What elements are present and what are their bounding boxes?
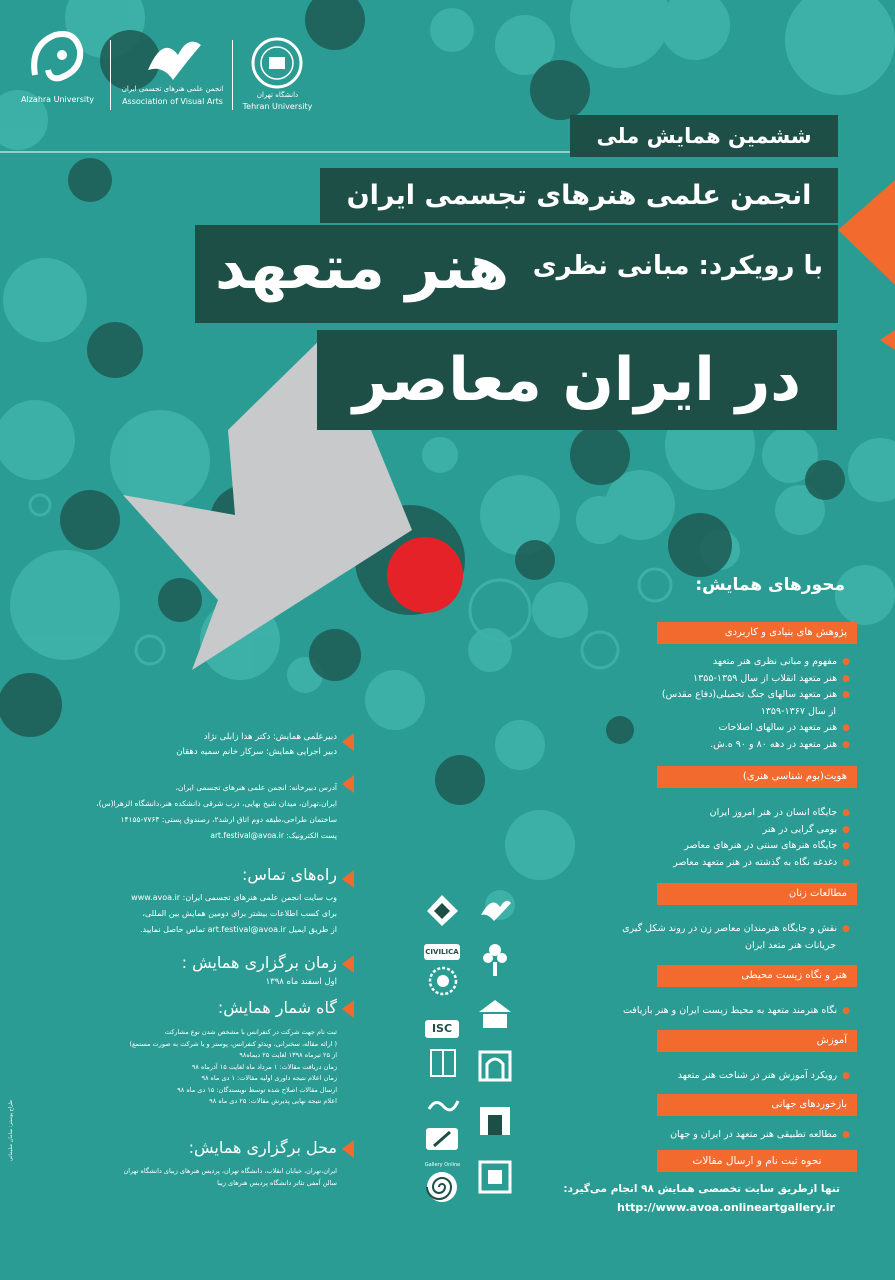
sponsor-building-icon [478, 998, 513, 1030]
axis-list-identity [640, 805, 850, 871]
list-item: ● هنر متعهد انقلاب از سال ۱۳۵۹-۱۳۵۵ [640, 671, 850, 688]
list-item: ● مفهوم و مبانی نظری هنر متعهد [640, 654, 850, 671]
venue-line-2: سالن آمفی تئاتر دانشگاه پردیس هنرهای زیبا [217, 1179, 337, 1187]
list-item: ● هنر متعهد سالهای جنگ تحمیلی(دفاع مقدس) [640, 687, 850, 704]
address-marker-icon [342, 775, 354, 793]
list-item: ● جایگاه انسان در هنر امروز ایران [640, 805, 850, 822]
list-item: ● رویکرد آموزش هنر در شناخت هنر متعهد [600, 1068, 850, 1085]
list-item: از سال ۱۳۶۷-۱۳۵۹ [760, 705, 836, 717]
timeline-item: از ۲۵ تیرماه ۱۳۹۸ لغایت ۲۵ دیماه۹۸ [239, 1051, 337, 1059]
sponsor-gate-icon [478, 1050, 512, 1082]
sponsor-emblem-icon [425, 893, 460, 928]
time-block [40, 953, 337, 990]
venue-marker-icon [342, 1140, 354, 1158]
axis-bar-global: بازخوردهای جهانی [657, 1094, 857, 1116]
axis-list-women [600, 921, 850, 954]
venue-block [40, 1138, 337, 1189]
list-item: جریانات هنر متعد ایران [745, 939, 836, 951]
list-item: ● دغدغه نگاه به گذشته در هنر متعهد معاصر [640, 855, 850, 872]
secretary-executive: دبیر اجرایی همایش: سرکار خانم سمیه دهقان [176, 747, 337, 757]
secretary-marker-icon [342, 733, 354, 751]
list-item: ● هنر متعهد در سالهای اصلاحات [640, 720, 850, 737]
title-approach: با رویکرد: مبانی نظری [532, 251, 823, 281]
axis-bar-education: آموزش [657, 1030, 857, 1052]
contact-website[interactable]: وب سایت انجمن علمی هنرهای تجسمی ایران: www.avoa.ir [131, 893, 337, 902]
venue-heading: محل برگزاری همایش: [188, 1138, 337, 1157]
secretary-scientific: دبیرعلمی همایش: دکتر هدا زابلی نژاد [203, 732, 337, 742]
axis-bar-environment: هنر و نگاه زیست محیطی [657, 965, 857, 987]
timeline-item: ارسال مقالات اصلاح شده توسط نویسندگان: ۱۵ دی ماه ۹۸ [177, 1085, 337, 1094]
tehran-name-en: Tehran University [242, 102, 313, 111]
sponsor-medallion-icon [428, 966, 458, 996]
time-marker-icon [342, 955, 354, 973]
title-line1: ششمین همایش ملی [570, 115, 838, 157]
contact-block [40, 865, 337, 938]
sponsor-book-icon [428, 1045, 458, 1080]
address-line-2: ساختمان طراحی،طبقه دوم اتاق ارشد۲، رصندوق پستی: ۷۷۶۴-۱۴۱۵۵ [120, 815, 337, 824]
list-item: ● بومی گرایی در هنر [640, 822, 850, 839]
sponsor-script-icon [426, 1095, 461, 1115]
list-item: ● جایگاه هنرهای سنتی در هنرهای معاصر [640, 838, 850, 855]
timeline-block [40, 998, 337, 1108]
list-item: ● هنر متعهد در دهه ۸۰ و ۹۰ ه.ش. [640, 737, 850, 754]
ava-logo [115, 15, 230, 115]
axis-bar-research: پژوهش های بنیادی و کاربردی [657, 622, 857, 644]
contact-marker-icon [342, 870, 354, 888]
alzahra-emblem-icon [20, 20, 90, 90]
sponsor-isc: ISC [425, 1020, 459, 1038]
title-committed-art: هنر متعهد [215, 233, 510, 303]
time-heading: زمان برگزاری همایش : [181, 953, 337, 972]
alzahra-logo [10, 15, 105, 115]
axis-list-research [640, 654, 850, 753]
axis-list-global [600, 1127, 850, 1144]
tehran-seal-icon [251, 37, 303, 89]
registration-url[interactable]: http://www.avoa.onlineartgallery.ir [617, 1201, 835, 1214]
ava-bird-icon [143, 30, 203, 85]
tehran-name-fa: دانشگاه تهران [256, 91, 299, 99]
list-item: ● نقش و جایگاه هنرمندان معاصر زن در روند شکل گیری [600, 921, 850, 938]
axes-heading: محورهای همایش: [695, 575, 845, 595]
title-line3 [195, 225, 838, 323]
timeline-list [40, 1027, 337, 1108]
sponsor-arch-icon [478, 1105, 512, 1137]
title-line4: در ایران معاصر [317, 330, 837, 430]
address-line-1: ایران،تهران، میدان شیخ بهایی، درب شرقی دانشکده هنر،دانشگاه الزهرا(س)، [96, 799, 337, 808]
ava-name-en: Association of Visual Arts [122, 97, 223, 106]
contact-email[interactable]: از طریق ایمیل art.festival@avoa.ir تماس حاصل نمایید. [139, 925, 337, 934]
axis-list-education [600, 1068, 850, 1085]
timeline-item: زمان اعلام نتیجه داوری اولیه مقالات: ۱ دی ماه ۹۸ [201, 1074, 337, 1082]
axis-bar-identity: هویت(بوم شناسی هنری) [657, 766, 857, 788]
email-line[interactable]: پست الکترونیک: art.festival@avoa.ir [210, 831, 337, 840]
sponsor-gallery-online: Gallery Online [424, 1162, 461, 1168]
address-title: آدرس دبیرخانه: انجمن علمی هنرهای تجسمی ایران، [175, 783, 337, 792]
timeline-heading: گاه شمار همایش: [217, 998, 337, 1017]
sponsor-bird-icon [478, 893, 513, 923]
sponsor-flower-icon [480, 940, 510, 980]
registration-bar: نحوه ثبت نام و ارسال مقالات [657, 1150, 857, 1172]
timeline-item: ثبت نام جهت شرکت در کنفرانس با مشخص شدن نوع مشارکت [164, 1028, 337, 1036]
sponsor-square-icon [478, 1160, 512, 1194]
timeline-item: زمان دریافت مقالات: ۱ مرداد ماه لغایت ۱۵ آذرماه ۹۸ [191, 1062, 337, 1071]
venue-line-1: ایران،تهران، خیابان انقلاب، دانشگاه تهران، پردیس هنرهای زیبای دانشگاه تهران [123, 1167, 337, 1175]
timeline-item: ( ارائه مقاله، سخنرانی، ویدئو کنفرانس، پوستر و یا شرکت به صورت مستمع) [129, 1039, 337, 1048]
contact-info: برای کسب اطلاعات بیشتر برای دومین همایش بین المللی، [142, 909, 337, 918]
timeline-item: اعلام نتیجه نهایی پذیرش مقالات: ۲۵ دی ماه ۹۸ [209, 1097, 337, 1105]
axis-bar-women: مطالعات زنان [657, 883, 857, 905]
title-line2: انجمن علمی هنرهای تجسمی ایران [320, 168, 838, 223]
contact-heading: راه‌های تماس: [242, 865, 337, 884]
alzahra-name-en: Alzahra University [21, 95, 94, 104]
poster-credit: طراح پوستر: سامان سلیمانی [8, 1100, 14, 1162]
list-item: ● مطالعه تطبیقی هنر متعهد در ایران و جهان [600, 1127, 850, 1144]
sponsor-pen-icon [426, 1128, 458, 1150]
time-value: اول اسفند ماه ۱۳۹۸ [265, 977, 337, 987]
registration-text: تنها ازطریق سایت تخصصی همایش ۹۸ انجام می‌گیرد: [563, 1183, 840, 1195]
address-block [40, 780, 337, 844]
axis-list-environment [580, 1003, 850, 1020]
sponsor-civilica: CIVILICA [424, 944, 460, 960]
ava-name-fa: انجمن علمی هنرهای تجسمی ایران [121, 85, 224, 93]
list-item: ● نگاه هنرمند متعهد به محیط زیست ایران و هنر بازیافت [580, 1003, 850, 1020]
header-logos [10, 15, 313, 115]
timeline-marker-icon [342, 1000, 354, 1018]
sponsor-white-box [426, 1128, 458, 1150]
tehran-logo [235, 15, 320, 115]
sponsor-spiral-icon [425, 1170, 460, 1205]
secretaries-block [40, 730, 337, 760]
